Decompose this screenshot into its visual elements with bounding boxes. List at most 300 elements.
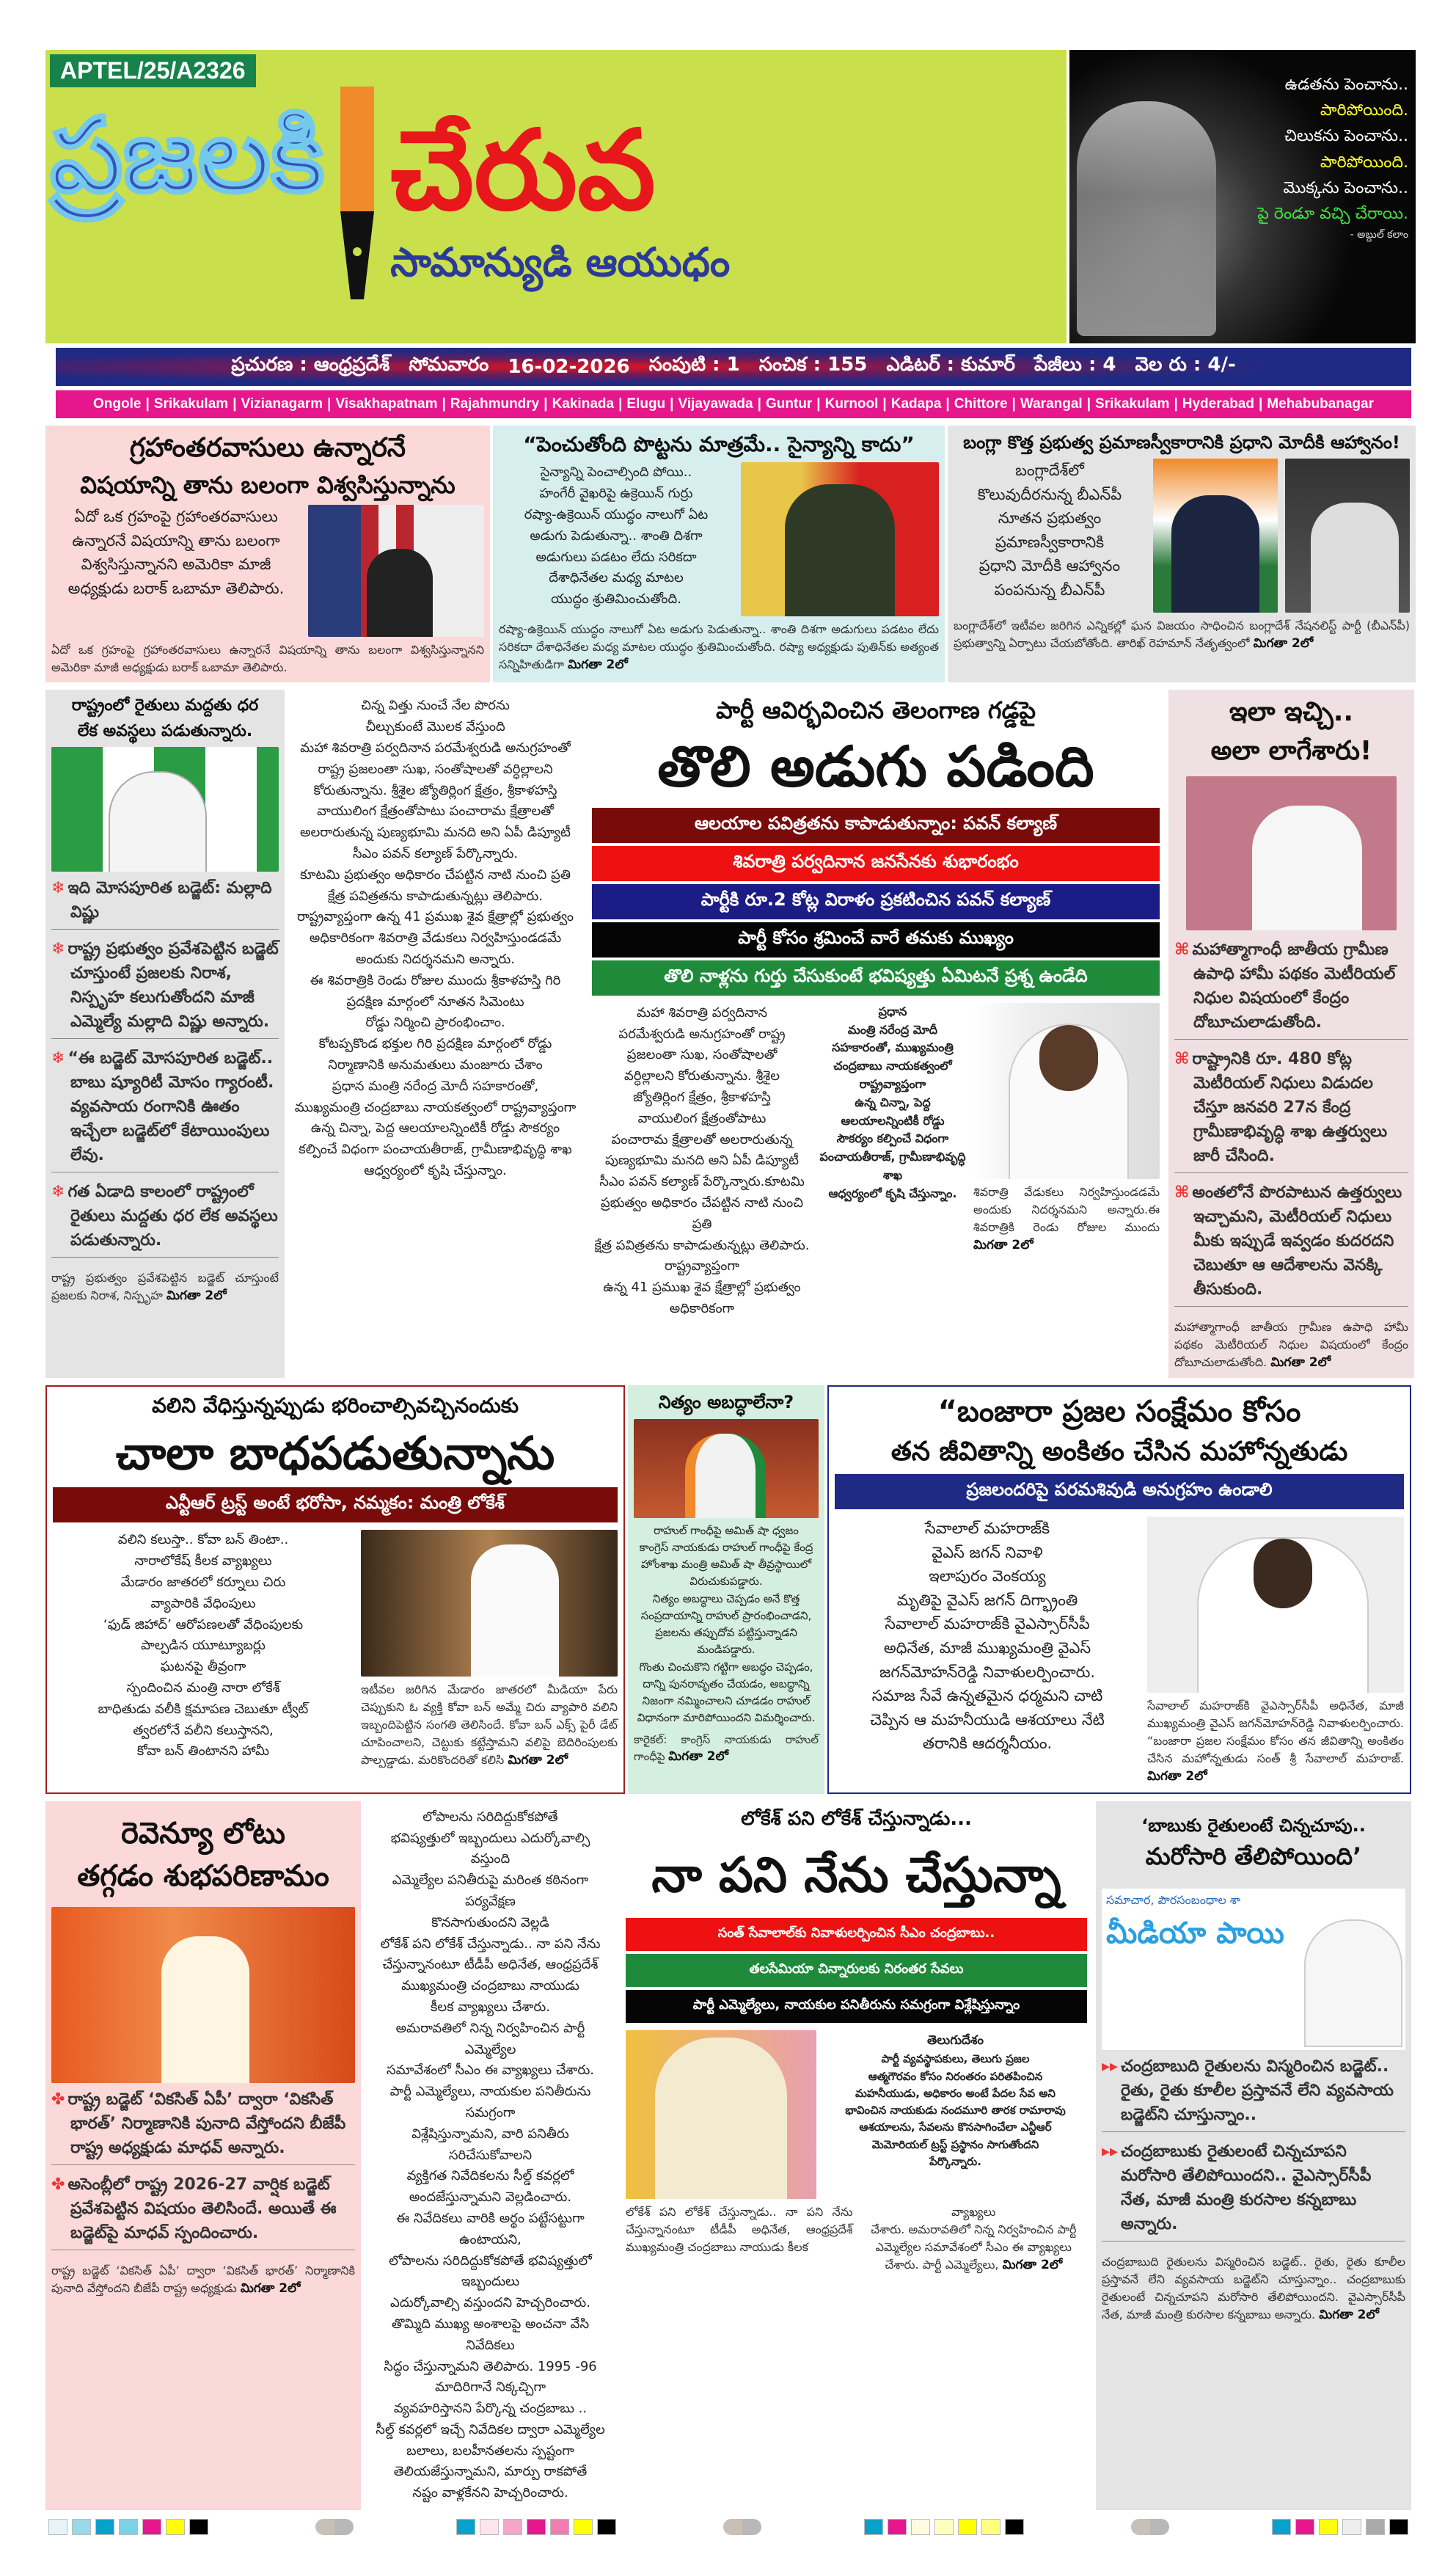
city-link[interactable]: Vizianagarm <box>241 396 323 412</box>
price: వెల రు : 4/- <box>1135 354 1236 376</box>
body-line <box>499 526 734 547</box>
article-janasena <box>586 690 1166 1378</box>
bullet-point <box>1174 1181 1408 1307</box>
text: విధానంగా మారిపోయిందని విమర్శించారు. <box>637 1711 816 1725</box>
separator: | <box>233 396 237 412</box>
text: కోవా బన్ తింటానని హామీ <box>136 1743 270 1759</box>
body-line <box>592 1236 812 1278</box>
text-block <box>592 1003 812 1320</box>
separator: | <box>544 396 548 412</box>
text: సిద్ధం చేస్తున్నామని తెలిపారు. 1995 -96 <box>384 2358 597 2374</box>
headline: రెవెన్యూ లోటు <box>121 1816 285 1850</box>
text-block <box>819 1003 966 1203</box>
kicker: పార్టీ ఆవిర్భవించిన తెలంగాణ గడ్డపై <box>715 696 1036 725</box>
text: నిర్మాణానికి అనుమతులు మంజూరు చేశాం <box>328 1057 543 1073</box>
sub-headline-strip: పార్టీ ఎమ్మెల్యేలు, నాయకుల పనితీరును సమగ్రంగా విశ్లేషిస్తున్నాం <box>626 1990 1087 2023</box>
body-line <box>293 696 577 717</box>
city-link[interactable]: Visakhapatnam <box>335 396 438 412</box>
photo-madhav-bjp <box>51 1907 355 2083</box>
bullet-point <box>51 1046 279 1172</box>
body-line <box>954 459 1146 483</box>
text: విశ్వసిస్తున్నానని అమెరికా మాజీ <box>81 555 271 574</box>
text-block <box>634 1522 819 1727</box>
headline: గ్రహాంతరవాసులు ఉన్నారనే <box>129 433 406 463</box>
article-revenue-deficit <box>45 1801 361 2510</box>
quote-line: పారిపోయింది. <box>1320 153 1408 172</box>
text-block <box>1174 938 1408 1314</box>
body-line <box>293 1013 577 1034</box>
photo-caption: సేవాలాల్ మహరాజ్‌కి వైఎస్సార్‌సీపీ అధినేత, మాజీ ముఖ్యమంత్రి వైఎస్ జగన్‌మోహన్‌రెడ్డి నివాళులర్పించారు. “బంజారా ప్రజల సంక్షేమం కోసం తన జీవితాన్ని అంకితం చేసిన మహోన్నతుడు సంత్ శ్రీ సేవాలాల్ మహరాజ్. మిగతా 2లో <box>1147 1699 1404 1784</box>
text: బంగ్లాదేశ్‌లో <box>1015 462 1084 480</box>
continued-label: మిగతా 2లో <box>167 1288 227 1303</box>
article-footer: చంద్రబాబుది రైతులను విస్మరించిన బడ్జెట్.. రైతు, రైతు కూలీల ప్రస్తావనే లేని వ్యవసాయ బడ్జెట్‌ని చూస్తున్నాం.. చంద్రబాబుకు రైతులంటే చిన్నచూపని మరోసారి తేలిపోయిందని. వైఎస్సార్‌సీపీ నేత, మాజీ మంత్రి కురసాల కన్నబాబు అన్నారు. మిగతా 2లో <box>1102 2254 1405 2322</box>
text: పరమేశ్వరుడి అనుగ్రహంతో రాష్ట్ర <box>618 1026 786 1042</box>
sub-headline-strip: ఆలయాల పవిత్రతను కాపాడుతున్నాం: పవన్ కల్యాణ్ <box>592 808 1160 843</box>
text: వ్యక్తిగత నివేదికలను సీల్డ్ కవర్లలో <box>406 2168 574 2184</box>
bullet-point <box>1174 938 1408 1040</box>
headline: ఇలా ఇచ్చి.. <box>1229 697 1354 728</box>
body-line <box>827 2068 1084 2085</box>
body-line <box>53 1530 354 1551</box>
text: ఈ శివరాత్రికి రెండు రోజుల ముందు శ్రీకాళహస్తి గిరి <box>310 972 561 988</box>
text: ప్రభుత్వం అధికారం చేపట్టిన నాటి నుంచి ప్రతి <box>600 1194 804 1232</box>
separator: | <box>882 396 887 412</box>
body-line <box>370 2483 611 2504</box>
text: సీఎం పవన్ కల్యాణ్ పేర్కొన్నారు. <box>352 845 519 861</box>
city-link[interactable]: Chittore <box>954 396 1008 412</box>
editor: ఎడిటర్ : కుమార్ <box>886 354 1015 376</box>
body-line <box>954 530 1146 555</box>
masthead <box>45 50 1067 343</box>
body-line <box>835 1636 1140 1660</box>
body-line <box>53 1678 354 1699</box>
body-line <box>592 1277 812 1320</box>
row-3 <box>45 1385 1416 1793</box>
body-line <box>634 1522 819 1539</box>
masthead-right <box>390 105 730 288</box>
text: నూతన ప్రభుత్వం <box>998 509 1102 528</box>
separator: | <box>618 396 623 412</box>
text: మెమోరియల్ ట్రస్ట్ ప్రస్థానం సాగుతోందని <box>871 2137 1039 2151</box>
photo-nara-lokesh <box>361 1530 618 1677</box>
city-link[interactable]: Guntur <box>765 396 813 412</box>
text: జగన్‌మోహన్‌రెడ్డి నివాళులర్పించారు. <box>879 1663 1096 1681</box>
text: సమాజ సేవే ఉన్నతమైన ధర్మమని చాటి <box>871 1687 1103 1705</box>
text: ప్రజలంతా సుఖ, సంతోషాలతో <box>626 1047 778 1063</box>
body-line <box>293 844 577 865</box>
photo-ys-jagan <box>1147 1517 1404 1693</box>
text-block <box>51 505 301 600</box>
text: తరానికి ఆదర్శనీయం. <box>922 1735 1053 1753</box>
text: ఉన్న చిన్నా, పెద్ద ఆలయాలన్నింటికీ రోడ్డు సౌకర్యం <box>310 1120 560 1137</box>
quote-line: చిలుకను పెంచాను.. <box>1284 127 1408 146</box>
text: కూటమి ప్రభుత్వం అధికారం చేపట్టిన నాటి నుంచి ప్రతి <box>300 867 571 883</box>
separator: | <box>327 396 332 412</box>
article-farmers-budget <box>45 690 285 1378</box>
article-lokesh-vali <box>45 1385 625 1793</box>
bullet-icon: ✤ <box>51 2175 65 2194</box>
text: గత ఏడాది కాలంలో రాష్ట్రంలో రైతులు మద్దతు ధర లేక అవస్థలు పడుతున్నారు. <box>67 1182 278 1250</box>
bullet-point <box>1102 2054 1405 2132</box>
continued-label: మిగతా 2లో <box>973 1237 1034 1252</box>
text: మంత్రి నరేంద్ర మోదీ <box>847 1022 938 1037</box>
city-link[interactable]: Kadapa <box>890 396 942 412</box>
body-line <box>293 1118 577 1139</box>
body-line <box>954 554 1146 578</box>
photo-malladi-vishnu <box>51 747 279 872</box>
sub-headline-strip: పార్టీ కోసం శ్రమించే వారే తమకు ముఖ్యం <box>592 922 1160 957</box>
text: తెలియజేస్తున్నామని, మార్పు రాకపోతే <box>393 2464 588 2480</box>
text: చీల్చుకుంటే మొలక వేస్తుంది <box>365 719 505 735</box>
body-line <box>370 2314 611 2357</box>
body-line <box>293 801 577 822</box>
text: కొలువుదీరనున్న బీఎన్‌పీ <box>977 485 1122 503</box>
photo-zelensky <box>741 462 939 616</box>
body-line <box>293 717 577 738</box>
text: ‘ఫుడ్ జిహాద్’ ఆరోపణలతో వేధింపులకు <box>103 1616 304 1633</box>
body-line <box>835 1732 1140 1756</box>
body-line <box>293 1076 577 1098</box>
body-line <box>53 1657 354 1678</box>
city-link[interactable]: Vijayawada <box>678 396 753 412</box>
city-link[interactable]: Warangal <box>1020 396 1083 412</box>
text: పార్టీ ఎమ్మెల్యేలు, నాయకుల పనితీరును సమగ్రంగా <box>389 2084 591 2120</box>
bullet-icon: ❄ <box>51 1048 65 1068</box>
headline: ‘బాబుకు రైతులంటే చిన్నచూపు.. <box>1141 1814 1366 1836</box>
body-line <box>835 1708 1140 1732</box>
bullet-icon: ❄ <box>51 1182 65 1201</box>
text: సంప్రదాయాన్ని రాహుల్ ప్రారంభించాడని, <box>640 1608 812 1622</box>
body-line <box>293 1161 577 1182</box>
text-block <box>954 459 1146 602</box>
body-line <box>592 1172 812 1193</box>
callout-bubble <box>824 2030 1087 2173</box>
body-line <box>293 738 577 759</box>
bullet-point <box>1174 1047 1408 1173</box>
issue-date: 16-02-2026 <box>508 356 630 378</box>
article-footer: మహాత్మాగాంధీ జాతీయ గ్రామీణ ఉపాధి హామీ పథకం మెటీరియల్ నిధుల విషయంలో కేంద్రం దోబూచులాడుతోంది. మిగతా 2లో <box>1174 1319 1408 1370</box>
city-link[interactable]: Hyderabad <box>1182 396 1254 412</box>
body-line <box>819 1185 966 1203</box>
photo-modi <box>1153 459 1278 613</box>
bullet-icon: ⌘ <box>1174 1049 1190 1068</box>
city-link[interactable]: Srikakulam <box>153 396 229 412</box>
city-link[interactable]: Srikakulam <box>1095 396 1170 412</box>
body-line <box>370 2018 611 2061</box>
headline: తన జీవితాన్ని అంకితం చేసిన మహోన్నతుడు <box>890 1437 1348 1467</box>
city-link[interactable]: Elugu <box>626 396 666 412</box>
text: వాయులింగ క్షేత్రంతోపాటు <box>637 1110 767 1126</box>
photo-banner-text: సమాచార, పౌరసంబంధాల శా <box>1106 1892 1241 1907</box>
text: మహా శివరాత్రి పర్వదినాన పరమేశ్వరుడి అనుగ్రహంతో <box>300 740 571 756</box>
text: స్పందించిన మంత్రి నారా లోకేశ్ <box>126 1680 280 1696</box>
body-line <box>835 1588 1140 1613</box>
body-line <box>819 1039 966 1057</box>
text: సీల్డ్ కవర్లలో ఇచ్చే నివేదికల ద్వారా ఎమ్మెల్యేల <box>376 2421 605 2437</box>
text: సమావేశంలో సీఎం ఈ వ్యాఖ్యలు చేశారు. <box>386 2062 595 2079</box>
body-line <box>592 1109 812 1130</box>
separator: | <box>816 396 821 412</box>
continued-label: మిగతా 2లో <box>668 1749 729 1765</box>
text: అడుగులు పడటం లేదు సరికదా <box>535 549 697 565</box>
continued-label: మిగతా 2లో <box>508 1753 568 1768</box>
continued-label: మిగతా 2లో <box>1253 636 1314 652</box>
bullet-point <box>51 937 279 1039</box>
body-line <box>370 2357 611 2378</box>
body-line <box>370 2251 611 2294</box>
text: వర్ధిల్లాలని కోరుతున్నాను. శ్రీశైల <box>624 1068 780 1084</box>
continued-label: మిగతా 2లో <box>240 2280 301 2296</box>
text: ఇలాపురం వెంకయ్య <box>929 1567 1046 1586</box>
body-line <box>954 578 1146 602</box>
article-footer: రాష్ట్ర బడ్జెట్ ‘వికసిత్ ఏపీ’ ద్వారా ‘వికసిత్ భారత్’ నిర్మాణానికి పునాది వేస్తోందని బీజేపీ రాష్ట్ర అధ్యక్షుడు మిగతా 2లో <box>51 2263 355 2296</box>
text: చెప్పిన ఆ మహనీయుడి ఆశయాలు నేటి <box>870 1710 1105 1729</box>
body-line <box>499 505 734 526</box>
article-footer: ఏదో ఒక గ్రహంపై గ్రహాంతరవాసులు ఉన్నారనే విషయాన్ని తాను బలంగా విశ్వసిస్తున్నానని అమెరికా మాజీ అధ్యక్షుడు బరాక్ ఒబామా తెలిపారు. <box>51 643 484 675</box>
article-cbn-my-work <box>620 1801 1093 2510</box>
text: వ్యవహరిస్తానని పేర్కొన్న చంద్రబాబు .. <box>393 2401 588 2417</box>
text: పంచాయతీరాజ్, గ్రామీణాభివృద్ధి శాఖ <box>819 1150 966 1182</box>
text-block <box>827 2051 1084 2170</box>
text: సేవాలాల్ మహరాజ్‌కి వైఎస్సార్‌సీపీ <box>885 1615 1090 1633</box>
bullet-icon: ⌘ <box>1174 1183 1190 1202</box>
registration-number: APTEL/25/A2326 <box>50 54 256 87</box>
text: రాష్ట్రవ్యాప్తంగా ఉన్న 41 ప్రముఖ శైవ క్షేత్రాల్లో ప్రభుత్వం <box>297 909 574 925</box>
quote-author: - అబ్దుల్ కలాం <box>1350 229 1408 241</box>
body-line <box>293 886 577 908</box>
continued-label: మిగతా 2లో <box>1002 2258 1063 2273</box>
kicker: లోకేశ్ పని లోకేశ్ చేస్తున్నాడు... <box>741 1807 972 1830</box>
body-line <box>634 1641 819 1658</box>
text: మహనీయుడు, అధికారం అంటే పేదల సేవ అని <box>855 2086 1056 2100</box>
text: నిజంగా నమ్మించాలని చూడడం రాహుల్ <box>642 1694 811 1708</box>
headline: అలా లాగేశారు! <box>1210 736 1372 767</box>
text: సీఎం పవన్ కల్యాణ్ పేర్కొన్నారు.కూటమి <box>599 1174 805 1190</box>
body-line <box>293 1055 577 1076</box>
registration-pill <box>723 2519 761 2535</box>
color-registration-marks <box>48 2519 213 2535</box>
body-line <box>592 1087 812 1109</box>
publication-place: ప్రచురణ : ఆంధ్రప్రదేశ్ <box>231 354 390 376</box>
text: కల్పించే విధంగా పంచాయతీరాజ్, గ్రామీణాభివృద్ధి శాఖ <box>299 1142 572 1158</box>
city-link[interactable]: Mehabubanagar <box>1267 396 1374 412</box>
body-line <box>293 1139 577 1161</box>
body-line <box>835 1564 1140 1588</box>
body-line <box>370 2462 611 2483</box>
sub-headline-strip: తలసేమియా చిన్నారులకు నిరంతర సేవలు <box>626 1954 1087 1987</box>
body-line <box>819 1148 966 1185</box>
page-count: పేజీలు : 4 <box>1034 354 1116 376</box>
headline: బంగ్లా కొత్త ప్రభుత్వ ప్రమాణస్వీకారానికి ప్రధాని మోదీకి ఆహ్వానం! <box>963 432 1400 453</box>
headline: “బంజారా ప్రజల సంక్షేమం కోసం <box>937 1395 1301 1429</box>
body-line <box>819 1094 966 1131</box>
body-line <box>835 1541 1140 1565</box>
body-line <box>634 1573 819 1590</box>
body-line <box>835 1612 1140 1636</box>
body-line <box>370 2208 611 2251</box>
body-line <box>370 2166 611 2187</box>
text-block <box>51 876 279 1265</box>
quote-line: పై రెండూ వచ్చి చేరాయి. <box>1257 204 1408 223</box>
text: హంగేరీ వైఖరిపై ఉక్రెయిన్ గుర్రు <box>539 486 693 502</box>
text: రాష్ట్ర ప్రజలంతా సుఖ, సంతోషాలతో వర్ధిల్లాలని <box>318 761 553 777</box>
quote-text <box>1221 57 1408 336</box>
body-line <box>634 1591 819 1608</box>
pen-nib-icon <box>332 87 383 307</box>
text: క్షేత్ర పవిత్రతను కాపాడుతున్నట్లు తెలిపారు. <box>328 888 543 904</box>
color-registration-marks <box>1272 2519 1413 2535</box>
text: అసెంబ్లీలో రాష్ట్ర 2026-27 వార్షిక బడ్జెట్ ప్రవేశపెట్టిన విషయం తెలిసిందే. అయితే ఈ బడ్జెట్‌పై మాధవ్ స్పందించారు. <box>67 2175 337 2242</box>
article-footer: బంగ్లాదేశ్‌లో ఇటీవల జరిగిన ఎన్నికల్లో ఘన విజయం సాధించిన బంగ్లాదేశ్ నేషనలిస్ట్ పార్టీ (బీఎన్‌పీ) ప్రభుత్వాన్ని ఏర్పాటు చేయబోతోంది. తారిఖ్ రెహమాన్ నేతృత్వంలో మిగతా 2లో <box>954 619 1410 652</box>
text: చిన్న విత్తు నుంచే నేల పొరను <box>361 698 510 714</box>
text: విరుచుకుపడ్డారు. <box>689 1575 763 1588</box>
kannababu-figure <box>1306 1921 1401 2046</box>
text: ఉన్న 41 ప్రముఖ శైవ క్షేత్రాల్లో ప్రభుత్వం అధికారికంగా <box>603 1280 801 1316</box>
text: పేర్కొన్నారు. <box>929 2154 981 2168</box>
text: పార్టీ వ్యవస్థాపకులు, తెలుగు ప్రజల <box>881 2052 1030 2066</box>
body-line <box>53 1572 354 1594</box>
sub-headline-strip: తొలి నాళ్లను గుర్తు చేసుకుంటే భవిష్యత్తు ఏమిటనే ప్రశ్న ఉండేది <box>592 960 1160 996</box>
body-line <box>954 506 1146 530</box>
text: మాదిరిగానే నిక్కచ్చిగా <box>434 2379 546 2396</box>
text: అందుకు నిదర్శనమని అన్నారు. <box>356 951 515 967</box>
city-link[interactable]: Rajahmundry <box>450 396 540 412</box>
headline: విషయాన్ని తాను బలంగా విశ్వసిస్తున్నాను <box>80 470 456 499</box>
text: కీలక వ్యాఖ్యలు చేశారు. <box>431 1999 550 2015</box>
text: అధినేత, మాజీ ముఖ్యమంత్రి వైఎస్ <box>883 1639 1091 1657</box>
headline: రాష్ట్రంలో రైతులు మద్దతు ధర <box>71 696 259 715</box>
text: అధికారికంగా శివరాత్రి వేడుకలు నిర్వహిస్తుండడమే <box>309 930 562 946</box>
article-footer: రష్యా-ఉక్రెయిన్ యుద్ధం నాలుగో ఏట అడుగు పెడుతున్నా.. శాంతి దిశగా అడుగులు పడటం లేదు సరికదా దేశాధినేతల మధ్య మాటల యుద్ధం శ్రుతిమించుతోంది. రష్యా అధ్యక్షుడు పుతిన్‌కు అత్యంత సన్నిహితుడిగా మిగతా 2లో <box>499 622 939 673</box>
body-line <box>592 1130 812 1151</box>
volume: సంపుటి : 1 <box>648 354 740 376</box>
body-line <box>634 1624 819 1641</box>
text: హోంశాఖ మంత్రి అమిత్ షా తీవ్రస్థాయిలో <box>640 1558 812 1572</box>
row-1 <box>45 426 1416 682</box>
text: ఏదో ఒక గ్రహంపై గ్రహాంతరవాసులు <box>74 508 278 526</box>
text: ముఖ్యమంత్రి చంద్రబాబు నాయుడు <box>401 1978 579 1994</box>
text: భావించిన నాయకుడు నందమూరి తారక రామారావు <box>845 2104 1066 2118</box>
text: త్వరలోనే వలీని కలుస్తానని, <box>133 1722 274 1738</box>
text: చంద్రబాబు నాయకత్వంలో రాష్ట్రవ్యాప్తంగా <box>833 1059 952 1091</box>
body-line <box>499 589 734 610</box>
masthead-left <box>50 54 324 339</box>
bullet-icon: ✤ <box>51 2090 65 2109</box>
city-link[interactable]: Ongole <box>93 396 142 412</box>
text: ముఖ్యమంత్రి చంద్రబాబు నాయకత్వంలో రాష్ట్రవ్యాప్తంగా <box>294 1099 577 1115</box>
text: యుద్ధం శ్రుతిమించుతోంది. <box>551 591 681 608</box>
photo-obama <box>308 505 484 637</box>
text: కోరుతున్నాను. శ్రీశైల జ్యోతిర్లింగ క్షేత్రం, శ్రీకాళహస్తి <box>313 782 557 798</box>
body-line <box>51 529 301 553</box>
city-link[interactable]: Kakinada <box>552 396 615 412</box>
bullet-point <box>51 876 279 930</box>
body-line <box>370 1828 611 1871</box>
text: సౌకర్యం కల్పించే విధంగా <box>836 1131 949 1146</box>
text: రాహుల్ గాంధీపై అమిత్ షా ధ్వజం <box>654 1523 799 1537</box>
text: నిత్యం అబద్ధాలు చెప్పడం అనే కొత్త <box>652 1591 800 1605</box>
masthead-title-blue: ప్రజలకి <box>50 96 325 216</box>
photo-banner <box>1106 1893 1301 2046</box>
article-kannababu-farmers <box>1096 1801 1411 2510</box>
body-line <box>370 2399 611 2420</box>
text: మండిపడ్డారు. <box>697 1643 756 1657</box>
bullet-point <box>51 2087 355 2165</box>
body-line <box>51 577 301 601</box>
text: మహాత్మాగాంధీ జాతీయ గ్రామీణ ఉపాధి హామీ పథకం మెటీరియల్ నిధుల విషయంలో కేంద్రం దోబూచులాడుతోంది. <box>1192 940 1396 1032</box>
article-amit-shah-rahul <box>628 1385 824 1793</box>
text: చేస్తున్నానంటూ టీడీపీ అధినేత, ఆంధ్రప్రదేశ్ <box>382 1957 599 1973</box>
body-line <box>370 1913 611 1934</box>
body-line <box>370 1934 611 1955</box>
text: అందజేస్తున్నామని వెల్లడించారు. <box>409 2189 572 2206</box>
separator: | <box>145 396 150 412</box>
kalam-quote-panel <box>1069 50 1416 343</box>
text: ప్రధాని మోదీకి ఆహ్వానం <box>978 557 1121 575</box>
body-line <box>53 1551 354 1572</box>
text: పంపనున్న బీఎన్‌పీ <box>994 580 1105 599</box>
text: దాన్ని పునరావృతం చేయడం, అబద్ధాన్ని <box>643 1677 810 1690</box>
body-line <box>827 2119 1084 2136</box>
kicker: వలిని వేధిస్తున్నప్పుడు భరించాల్సివచ్చినందుకు <box>151 1393 519 1418</box>
callout-title: తెలుగుదేశం <box>927 2033 984 2049</box>
text-block <box>835 1517 1140 1755</box>
sub-headline-strip: ప్రజలందరిపై పరమశివుడి అనుగ్రహం ఉండాలి <box>835 1474 1404 1509</box>
text: లోపాలను సరిదిద్దుకోకపోతే <box>422 1809 558 1825</box>
body-line <box>53 1699 354 1721</box>
body-line <box>53 1635 354 1657</box>
body-line <box>634 1676 819 1693</box>
body-line <box>499 547 734 569</box>
text: ఆధ్వర్యంలో కృషి చేస్తున్నాం. <box>828 1186 957 1200</box>
body-line <box>370 2124 611 2167</box>
body-line <box>53 1594 354 1615</box>
bullet-icon: ❄ <box>51 939 65 958</box>
separator: | <box>1174 396 1178 412</box>
text: ఆధ్వర్యంలో కృషి చేస్తున్నాం. <box>364 1162 507 1178</box>
text: సహకారంతో, ముఖ్యమంత్రి <box>832 1040 954 1055</box>
text: పాల్పడిన యూట్యూబర్లు <box>141 1638 266 1654</box>
body-line <box>499 462 734 484</box>
article-footer: రాష్ట్ర ప్రభుత్వం ప్రవేశపెట్టిన బడ్జెట్ చూస్తుంటే ప్రజలకు నిరాశ, నిస్పృహ మిగతా 2లో <box>51 1270 279 1303</box>
text: వైఎస్ జగన్ నివాళి <box>932 1543 1043 1561</box>
body-line <box>370 1955 611 1976</box>
body-line <box>53 1615 354 1636</box>
text: అలరారుతున్న పుణ్యభూమి మనది అని ఏపీ డిప్యూటీ <box>300 825 571 841</box>
article-ukraine <box>493 426 945 682</box>
photo-kannababu <box>1102 1889 1405 2050</box>
sub-headline-strip: ఎన్టీఆర్ ట్రస్ట్ అంటే భరోసా, నమ్మకం: మంత్రి లోకేశ్ <box>53 1487 618 1522</box>
registration-pill <box>315 2519 354 2535</box>
row-4 <box>45 1801 1416 2510</box>
text: ఎమ్మెల్యేల పనితీరుపై మరింత కఠినంగా పర్యవేక్షణ <box>392 1872 589 1909</box>
article-sevalal-jagan <box>827 1385 1411 1793</box>
bullet-point <box>51 2173 355 2250</box>
city-link[interactable]: Kurnool <box>824 396 879 412</box>
text: నష్టం వాళ్లకేనని హెచ్చరించారు. <box>412 2485 568 2501</box>
masthead-row <box>45 50 1416 343</box>
continued-label: మిగతా 2లో <box>1147 1769 1207 1784</box>
text-block <box>51 2087 355 2258</box>
sub-headline-strip: పార్టీకి రూ.2 కోట్ల విరాళం ప్రకటించిన పవన్ కల్యాణ్ <box>592 884 1160 919</box>
photo-press-meet <box>1186 776 1397 930</box>
text: ఆత్మగౌరవం కోసం నిరంతరం పరితపించిన <box>868 2069 1043 2083</box>
text: ప్రజలను తప్పుదోవ పట్టిస్తున్నాడని <box>655 1626 797 1640</box>
headline: చాలా బాధపడుతున్నాను <box>115 1426 555 1480</box>
body-line <box>835 1660 1140 1685</box>
body-line <box>634 1710 819 1726</box>
body-line <box>370 2377 611 2399</box>
